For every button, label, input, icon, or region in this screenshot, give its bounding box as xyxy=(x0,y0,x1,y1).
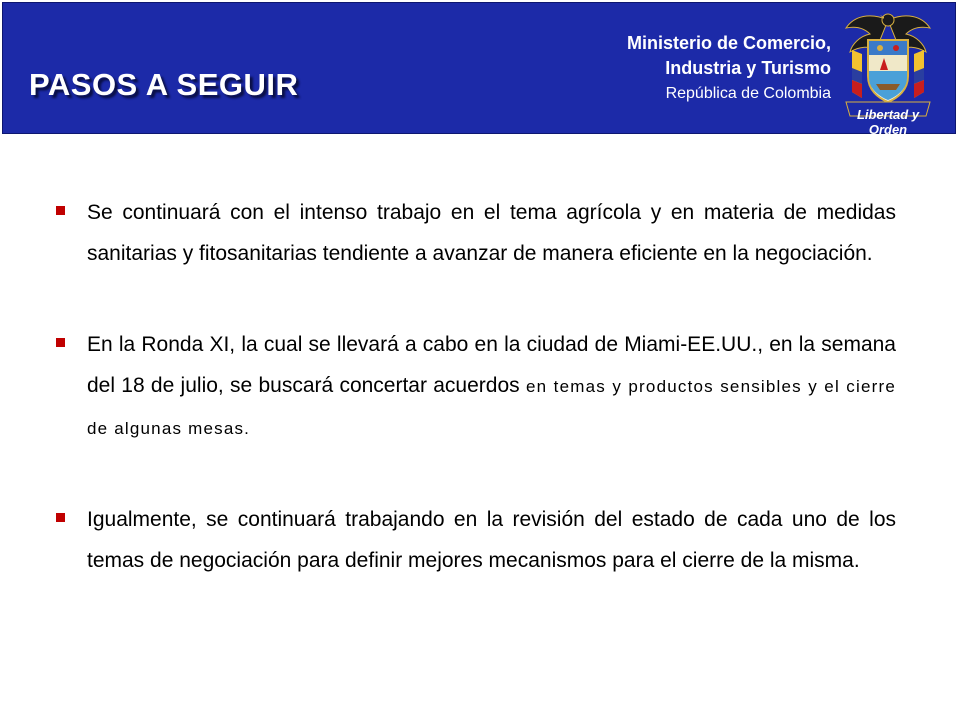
header-banner xyxy=(2,2,956,134)
list-item xyxy=(56,324,896,449)
bullet-text-main: En la Ronda XI, la cual se llevará a cabo en la ciudad de Miami-EE.UU., en la semana del 18 de julio, se buscará concertar acuerdos xyxy=(87,333,896,397)
bullet-list xyxy=(56,192,896,631)
ministry-line-1: Ministerio de Comercio, xyxy=(626,33,831,53)
ministry-block xyxy=(627,31,831,106)
list-item xyxy=(56,192,896,274)
ministry-line-3: República de Colombia xyxy=(665,85,831,102)
bullet-square-icon xyxy=(56,338,65,347)
bullet-text: Igualmente, se continuará trabajando en la revisión del estado de cada uno de los temas de negociación para definir mejores mecanismos para el cierre de la misma. xyxy=(87,508,896,572)
bullet-text-small: en temas y productos sensibles y el cierre de algunas mesas. xyxy=(87,377,897,438)
bullet-square-icon xyxy=(56,513,65,522)
bullet-text xyxy=(87,324,896,449)
page-title: PASOS A SEGUIR xyxy=(29,67,299,102)
bullet-text: Se continuará con el intenso trabajo en el tema agrícola y en materia de medidas sanitarias y fitosanitarias tendiente a avanzar de manera eficiente en la negociación. xyxy=(87,201,896,265)
bullet-square-icon xyxy=(56,206,65,215)
list-item xyxy=(56,499,896,581)
motto-text: Libertad y Orden xyxy=(856,107,920,137)
ministry-line-2: Industria y Turismo xyxy=(665,58,831,78)
